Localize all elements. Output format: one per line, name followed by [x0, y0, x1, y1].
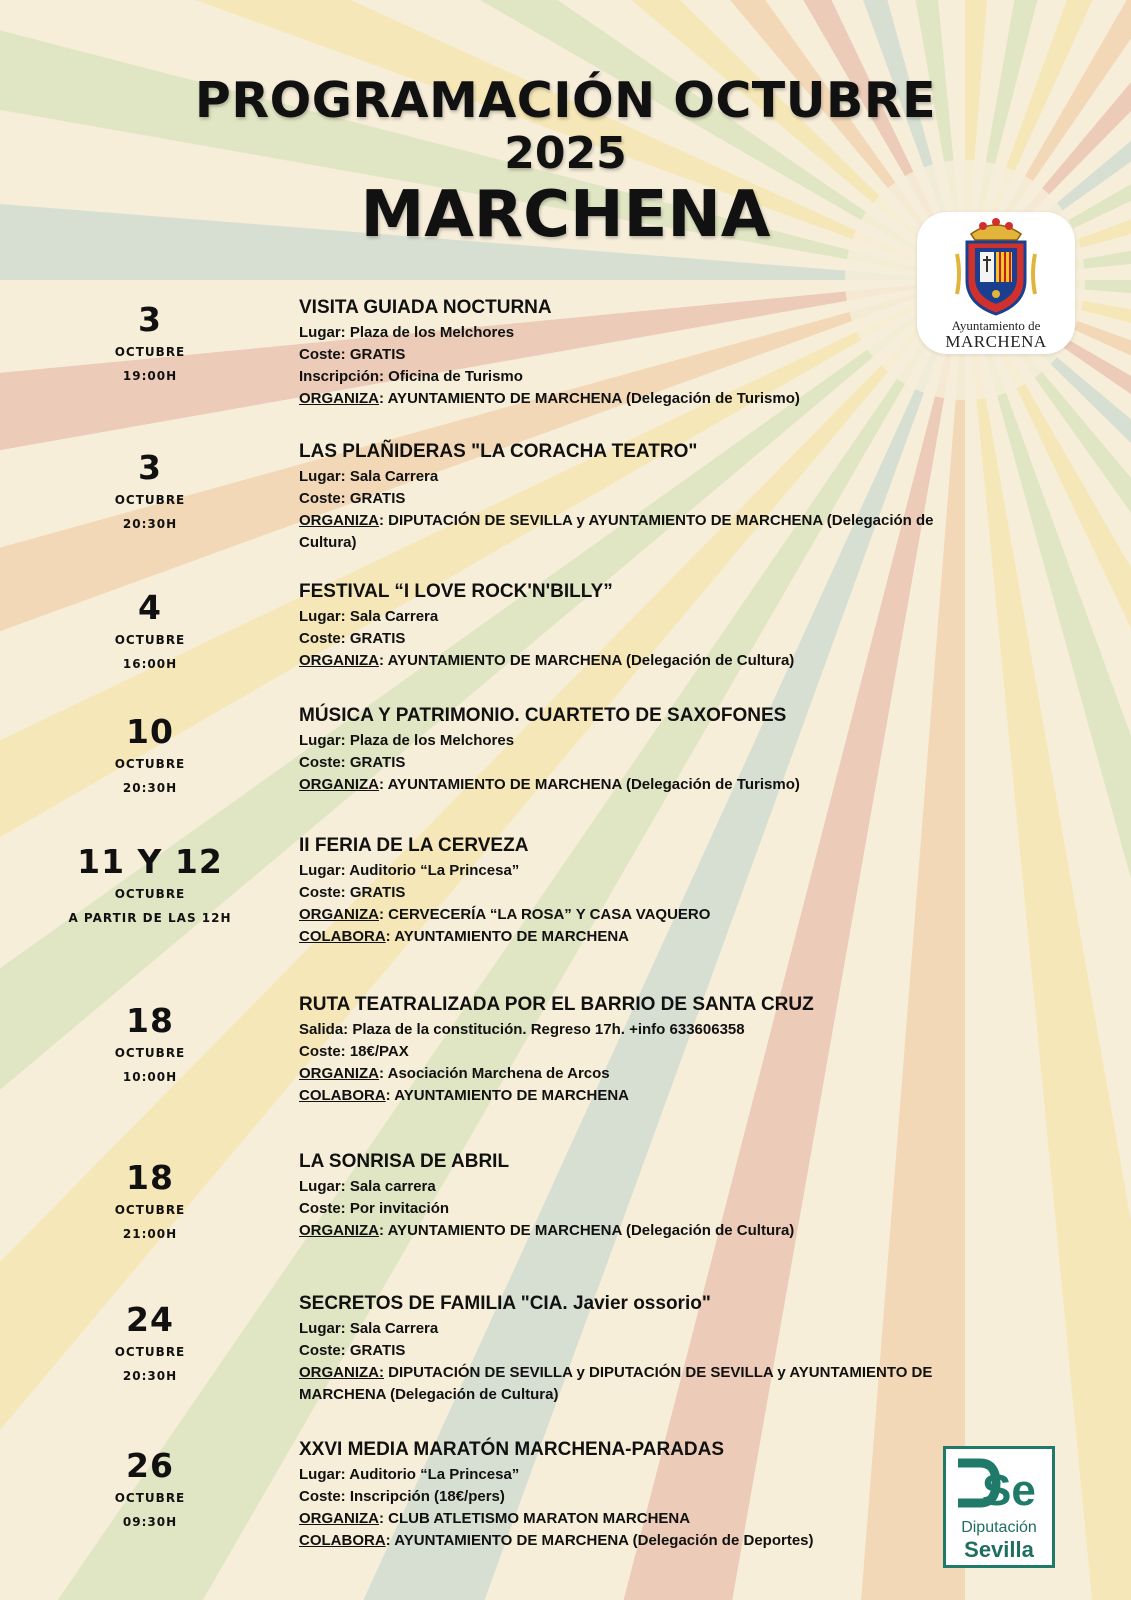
event-detail-line — [299, 388, 999, 410]
event-day: 4 — [138, 588, 162, 627]
event-detail-line — [299, 752, 999, 774]
event-month: OCTUBRE — [114, 493, 186, 507]
event-detail-line — [299, 1508, 999, 1530]
event-detail-line — [299, 1063, 999, 1085]
event-detail-line — [299, 1486, 999, 1508]
event-detail-text: Coste: GRATIS — [299, 630, 406, 647]
event-detail-line — [299, 860, 999, 882]
event-detail-text: Coste: GRATIS — [299, 884, 406, 901]
event-detail-line — [299, 322, 999, 344]
event-detail-line — [299, 488, 999, 510]
event-detail-text: : DIPUTACIÓN DE SEVILLA y AYUNTAMIENTO DE MARCHENA (Delegación de — [379, 512, 934, 529]
logo-caption-line1: Ayuntamiento de — [951, 318, 1041, 333]
event-detail-line — [299, 1220, 999, 1242]
event-title: XXVI MEDIA MARATÓN MARCHENA-PARADAS — [299, 1439, 725, 1460]
event-title: SECRETOS DE FAMILIA "CIA. Javier ossorio" — [299, 1293, 711, 1314]
event-month: OCTUBRE — [114, 633, 186, 647]
event-detail-text: Coste: GRATIS — [299, 754, 406, 771]
event-detail-label: ORGANIZA — [299, 1510, 379, 1527]
event-detail-line — [299, 606, 999, 628]
event-detail-text: : CERVECERÍA “LA ROSA” Y CASA VAQUERO — [379, 906, 711, 923]
event-detail-text: Lugar: Sala Carrera — [299, 1320, 439, 1337]
event-month: OCTUBRE — [114, 345, 186, 359]
event-date — [50, 1300, 250, 1384]
event-detail-text: Coste: GRATIS — [299, 490, 406, 507]
event-details — [299, 1438, 999, 1552]
event-detail-line — [299, 1530, 999, 1552]
event-detail-text: Lugar: Sala Carrera — [299, 608, 439, 625]
event-detail-text: Coste: Inscripción (18€/pers) — [299, 1488, 505, 1505]
event-detail-text: Coste: GRATIS — [299, 346, 406, 363]
event-detail-line — [299, 1041, 999, 1063]
event-details — [299, 1292, 999, 1406]
event-details — [299, 1150, 999, 1242]
event-day: 24 — [126, 1300, 174, 1339]
event-detail-text: MARCHENA (Delegación de Cultura) — [299, 1386, 559, 1403]
event-time: A PARTIR DE LAS 12H — [68, 911, 232, 925]
event-detail-line — [299, 1340, 999, 1362]
event-detail-label: ORGANIZA: — [299, 1364, 384, 1381]
event-time: 20:30H — [122, 1369, 178, 1383]
event-date — [50, 1446, 250, 1530]
event-title: MÚSICA Y PATRIMONIO. CUARTETO DE SAXOFONES — [299, 705, 787, 726]
svg-text:Se: Se — [982, 1466, 1036, 1515]
event-detail-text: DIPUTACIÓN DE SEVILLA y DIPUTACIÓN DE SEVILLA y AYUNTAMIENTO DE — [384, 1364, 933, 1381]
event-detail-line — [299, 628, 999, 650]
event-detail-line — [299, 904, 999, 926]
event-detail-text: : AYUNTAMIENTO DE MARCHENA (Delegación de Cultura) — [379, 1222, 795, 1239]
diputacion-label: Diputación — [961, 1519, 1037, 1536]
event-detail-text: Lugar: Plaza de los Melchores — [299, 324, 515, 341]
event-day: 3 — [138, 448, 162, 487]
poster-title-line1: PROGRAMACIÓN OCTUBRE — [194, 72, 937, 129]
event-detail-label: ORGANIZA — [299, 906, 379, 923]
event-detail-label: COLABORA — [299, 1532, 386, 1549]
event-date — [50, 448, 250, 532]
event-day: 11 Y 12 — [77, 842, 223, 881]
event-time: 20:30H — [122, 517, 178, 531]
event-day: 10 — [126, 712, 174, 751]
event-detail-line — [299, 1384, 999, 1406]
event-date — [50, 1001, 250, 1085]
event-detail-line — [299, 926, 999, 948]
event-detail-label: ORGANIZA — [299, 1222, 379, 1239]
event-detail-label: ORGANIZA — [299, 512, 379, 529]
event-detail-text: : AYUNTAMIENTO DE MARCHENA (Delegación de Turismo) — [379, 390, 800, 407]
event-detail-text: Cultura) — [299, 534, 357, 551]
event-time: 21:00H — [122, 1227, 178, 1241]
event-detail-line — [299, 1318, 999, 1340]
event-details — [299, 296, 999, 410]
event-month: OCTUBRE — [114, 757, 186, 771]
event-detail-line — [299, 510, 999, 532]
event-title: LAS PLAÑIDERAS "LA CORACHA TEATRO" — [299, 441, 698, 462]
event-detail-text: Lugar: Auditorio “La Princesa” — [299, 1466, 520, 1483]
event-date — [50, 300, 250, 384]
event-detail-line — [299, 532, 999, 554]
event-details — [299, 834, 999, 948]
event-detail-line — [299, 1198, 999, 1220]
event-details — [299, 440, 999, 554]
event-time: 10:00H — [122, 1070, 178, 1084]
event-day: 26 — [126, 1446, 174, 1485]
event-detail-text: : AYUNTAMIENTO DE MARCHENA (Delegación de Deportes) — [385, 1532, 814, 1549]
event-detail-text: Salida: Plaza de la constitución. Regreso 17h. +info 633606358 — [299, 1021, 745, 1038]
event-day: 18 — [126, 1001, 174, 1040]
event-detail-text: : AYUNTAMIENTO DE MARCHENA — [385, 928, 630, 945]
event-month: OCTUBRE — [114, 887, 186, 901]
logo-caption-line2: MARCHENA — [945, 332, 1047, 351]
event-day: 18 — [126, 1158, 174, 1197]
event-detail-line — [299, 1019, 999, 1041]
poster-title-town: MARCHENA — [360, 178, 771, 252]
event-detail-text: Lugar: Sala Carrera — [299, 468, 439, 485]
event-detail-line — [299, 882, 999, 904]
event-detail-text: Lugar: Sala carrera — [299, 1178, 436, 1195]
event-detail-label: ORGANIZA — [299, 652, 379, 669]
event-detail-line — [299, 1464, 999, 1486]
event-detail-text: : Asociación Marchena de Arcos — [379, 1065, 610, 1082]
event-detail-line — [299, 366, 999, 388]
event-detail-text: : AYUNTAMIENTO DE MARCHENA (Delegación de Turismo) — [379, 776, 800, 793]
event-time: 19:00H — [122, 369, 178, 383]
event-detail-line — [299, 1085, 999, 1107]
event-detail-line — [299, 1362, 999, 1384]
sevilla-label: Sevilla — [964, 1537, 1034, 1562]
event-title: VISITA GUIADA NOCTURNA — [299, 297, 552, 318]
poster-title-year: 2025 — [504, 128, 627, 179]
event-month: OCTUBRE — [114, 1345, 186, 1359]
event-detail-line — [299, 730, 999, 752]
event-title: RUTA TEATRALIZADA POR EL BARRIO DE SANTA CRUZ — [299, 994, 814, 1015]
event-month: OCTUBRE — [114, 1046, 186, 1060]
event-detail-line — [299, 650, 999, 672]
event-date — [50, 842, 250, 926]
event-detail-text: Inscripción: Oficina de Turismo — [299, 368, 523, 385]
event-detail-label: ORGANIZA — [299, 390, 379, 407]
event-time: 16:00H — [122, 657, 178, 671]
event-time: 20:30H — [122, 781, 178, 795]
diputacion-sevilla-logo — [943, 1446, 1055, 1568]
event-day: 3 — [138, 300, 162, 339]
event-detail-label: COLABORA — [299, 1087, 386, 1104]
event-detail-text: Coste: Por invitación — [299, 1200, 450, 1217]
event-date — [50, 712, 250, 796]
event-detail-line — [299, 466, 999, 488]
event-detail-line — [299, 774, 999, 796]
event-detail-text: : CLUB ATLETISMO MARATON MARCHENA — [379, 1510, 691, 1527]
event-details — [299, 993, 999, 1107]
event-date — [50, 1158, 250, 1242]
event-detail-line — [299, 1176, 999, 1198]
event-month: OCTUBRE — [114, 1491, 186, 1505]
event-month: OCTUBRE — [114, 1203, 186, 1217]
event-detail-text: Coste: GRATIS — [299, 1342, 406, 1359]
event-title: II FERIA DE LA CERVEZA — [299, 835, 529, 856]
event-detail-text: : AYUNTAMIENTO DE MARCHENA (Delegación de Cultura) — [379, 652, 795, 669]
event-details — [299, 580, 999, 672]
event-date — [50, 588, 250, 672]
event-time: 09:30H — [122, 1515, 178, 1529]
event-detail-label: COLABORA — [299, 928, 386, 945]
event-detail-text: : AYUNTAMIENTO DE MARCHENA — [385, 1087, 630, 1104]
event-detail-label: ORGANIZA — [299, 1065, 379, 1082]
event-detail-text: Coste: 18€/PAX — [299, 1043, 409, 1060]
event-detail-text: Lugar: Auditorio “La Princesa” — [299, 862, 520, 879]
event-detail-label: ORGANIZA — [299, 776, 379, 793]
event-detail-text: Lugar: Plaza de los Melchores — [299, 732, 515, 749]
event-details — [299, 704, 999, 796]
event-title: LA SONRISA DE ABRIL — [299, 1151, 510, 1172]
event-title: FESTIVAL “I LOVE ROCK'N'BILLY” — [299, 581, 613, 602]
diputacion-mark-icon — [946, 1449, 1052, 1517]
event-detail-line — [299, 344, 999, 366]
